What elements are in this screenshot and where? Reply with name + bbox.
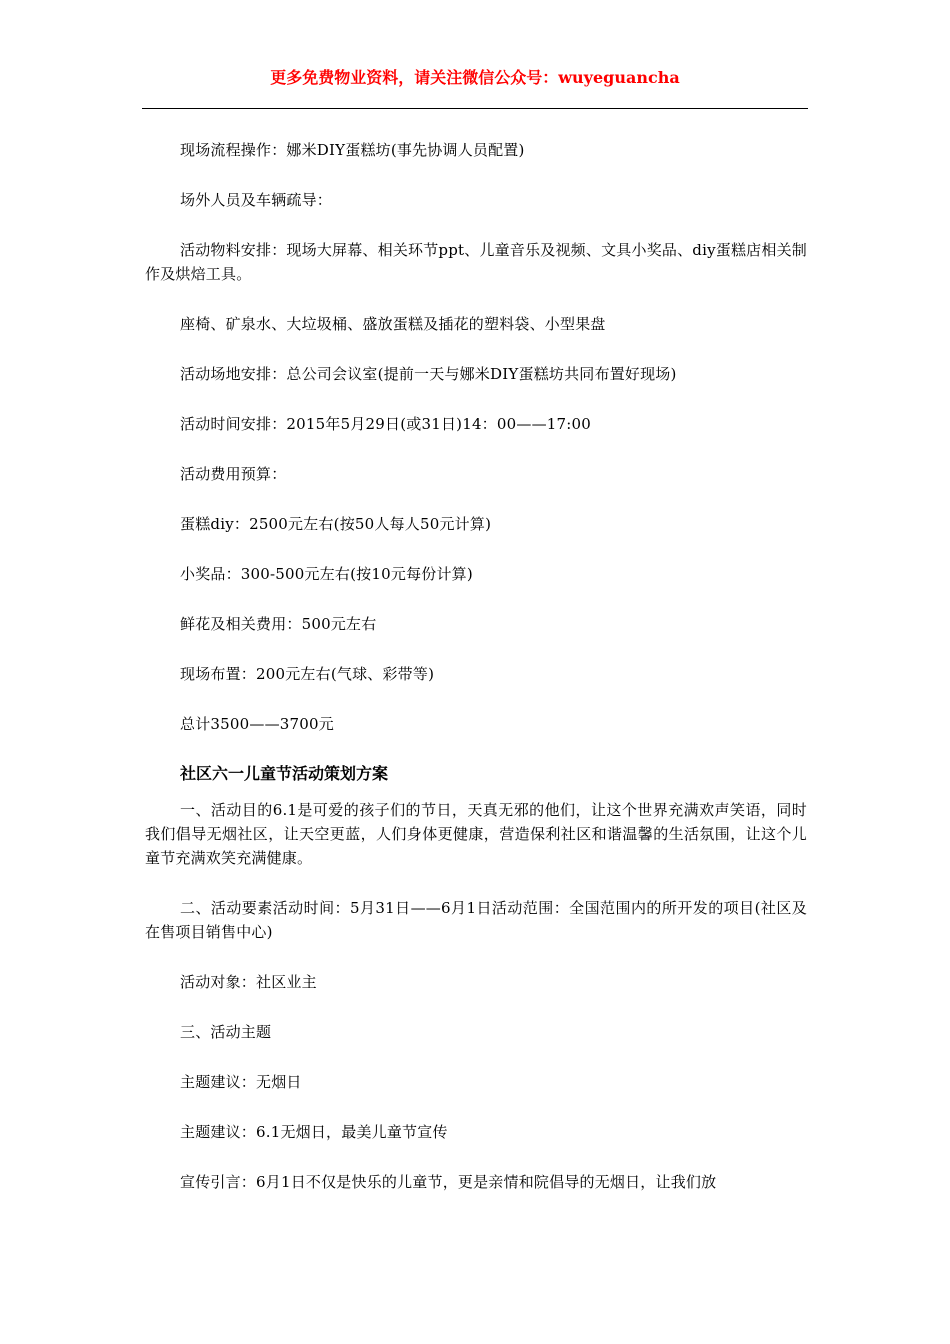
paragraph-venue: 活动场地安排：总公司会议室(提前一天与娜米DIY蛋糕坊共同布置好现场)	[180, 365, 677, 383]
paragraph-materials: 活动物料安排：现场大屏幕、相关环节ppt、儿童音乐及视频、文具小奖品、diy蛋糕店相关制作及烘焙工具。	[145, 241, 807, 283]
paragraph-theme-heading: 三、活动主题	[180, 1023, 272, 1041]
paragraph-theme-suggestion-1: 主题建议：无烟日	[180, 1073, 302, 1091]
header-divider	[142, 108, 808, 109]
page-header-notice: 更多免费物业资料，请关注微信公众号：wuyeguancha	[270, 68, 680, 87]
paragraph-budget-flowers: 鲜花及相关费用：500元左右	[180, 615, 377, 633]
paragraph-elements: 二、活动要素活动时间：5月31日——6月1日活动范围：全国范围内的所开发的项目(社区及在售项目销售中心)	[145, 899, 807, 941]
paragraph-budget-prizes: 小奖品：300-500元左右(按10元每份计算)	[180, 565, 473, 583]
paragraph-theme-suggestion-2: 主题建议：6.1无烟日，最美儿童节宣传	[180, 1123, 448, 1141]
paragraph-audience: 活动对象：社区业主	[180, 973, 317, 991]
document-body	[145, 138, 807, 1220]
paragraph-budget-heading: 活动费用预算：	[180, 465, 287, 483]
paragraph-purpose: 一、活动目的6.1是可爱的孩子们的节日，天真无邪的他们，让这个世界充满欢声笑语，同时我们倡导无烟社区，让天空更蓝，人们身体更健康，营造保利社区和谐温馨的生活氛围，让这个儿童节充满欢笑充满健康。	[145, 801, 807, 867]
paragraph-budget-decoration: 现场布置：200元左右(气球、彩带等)	[180, 665, 435, 683]
paragraph-time: 活动时间安排：2015年5月29日(或31日)14：00——17:00	[180, 415, 591, 433]
paragraph-slogan: 宣传引言：6月1日不仅是快乐的儿童节，更是亲情和院倡导的无烟日，让我们放	[180, 1173, 717, 1191]
paragraph-traffic-guidance: 场外人员及车辆疏导：	[180, 191, 333, 209]
paragraph-budget-total: 总计3500——3700元	[180, 715, 334, 733]
section-title: 社区六一儿童节活动策划方案	[180, 764, 389, 783]
paragraph-flow-operation: 现场流程操作：娜米DIY蛋糕坊(事先协调人员配置)	[180, 141, 525, 159]
paragraph-supplies: 座椅、矿泉水、大垃圾桶、盛放蛋糕及插花的塑料袋、小型果盘	[180, 315, 606, 333]
paragraph-budget-cake: 蛋糕diy：2500元左右(按50人每人50元计算)	[180, 515, 492, 533]
